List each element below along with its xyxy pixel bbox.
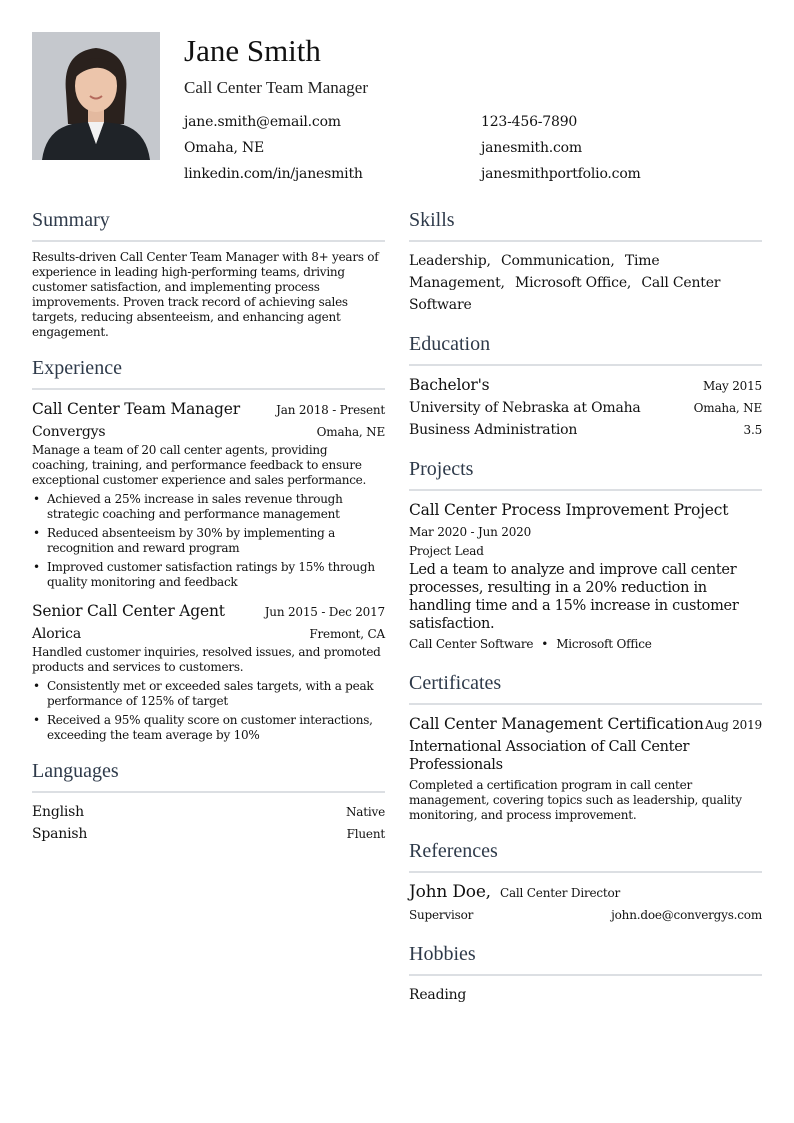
- project-tag: Microsoft Office: [556, 637, 652, 651]
- contact-linkedin[interactable]: linkedin.com/in/janesmith: [184, 166, 363, 182]
- education-section: [409, 332, 762, 441]
- project-tags: [409, 633, 762, 655]
- job-description: Handled customer inquiries, resolved issues, and promoted products and services to customers.: [32, 645, 381, 674]
- reference-title: Call Center Director: [499, 886, 621, 900]
- job-position: Senior Call Center Agent: [32, 602, 225, 620]
- education-heading: Education: [409, 332, 762, 366]
- education-field: Business Administration: [409, 422, 578, 438]
- achievement-item: • Achieved a 25% increase in sales revenue through strategic coaching and performance management: [32, 492, 385, 522]
- avatar-illustration: [32, 32, 160, 160]
- achievement-item: • Reduced absenteeism by 30% by implementing a recognition and reward program: [32, 526, 385, 556]
- job-dates: Jun 2015 - Dec 2017: [264, 605, 385, 619]
- reference-email[interactable]: john.doe@convergys.com: [611, 908, 762, 922]
- education-gpa: 3.5: [743, 423, 762, 437]
- language-name: Spanish: [32, 826, 88, 842]
- languages-heading: Languages: [32, 759, 385, 793]
- summary-heading: Summary: [32, 208, 385, 242]
- job-entry: [32, 398, 385, 590]
- job-achievements: [32, 492, 385, 590]
- job-location: Omaha, NE: [316, 425, 385, 439]
- certificate-name: Call Center Management Certification: [409, 715, 704, 733]
- education-degree: Bachelor's: [409, 376, 490, 394]
- reference-name: John Doe,: [409, 882, 491, 902]
- summary-text: Results-driven Call Center Team Manager with 8+ years of experience in leading high-performing teams, driving customer satisfaction, and implementing process improvements. Proven track record of achieving sales targets, reducing absenteeism, and enhancing agent engagement.: [32, 250, 379, 339]
- skills-list: [409, 250, 762, 316]
- certificates-heading: Certificates: [409, 671, 762, 705]
- language-row: [32, 823, 385, 845]
- contact-phone[interactable]: 123-456-7890: [481, 114, 578, 130]
- job-description: Manage a team of 20 call center agents, providing coaching, training, and performance feedback to ensure exceptional customer experience and sales performance.: [32, 443, 367, 487]
- language-level: Native: [346, 805, 385, 819]
- achievement-item: • Improved customer satisfaction ratings by 15% through quality monitoring and feedback: [32, 560, 385, 590]
- job-position: Call Center Team Manager: [32, 400, 240, 418]
- project-dates: Mar 2020 - Jun 2020: [409, 525, 532, 539]
- language-level: Fluent: [346, 827, 385, 841]
- profile-photo: [32, 32, 160, 160]
- education-date: May 2015: [703, 379, 762, 393]
- hobby-item: Reading: [409, 987, 467, 1003]
- candidate-title: Call Center Team Manager: [184, 78, 369, 97]
- project-tag: Call Center Software: [409, 637, 534, 651]
- job-achievements: [32, 679, 385, 743]
- education-school: University of Nebraska at Omaha: [409, 400, 641, 416]
- right-column: [409, 208, 762, 1022]
- certificate-date: Aug 2019: [705, 718, 762, 732]
- contact-portfolio[interactable]: janesmithportfolio.com: [481, 166, 641, 182]
- hobbies-heading: Hobbies: [409, 942, 762, 976]
- certificate-issuer: International Association of Call Center Professionals: [409, 739, 690, 773]
- references-heading: References: [409, 839, 762, 873]
- hobbies-section: [409, 942, 762, 1006]
- skills-heading: Skills: [409, 208, 762, 242]
- languages-section: [32, 759, 385, 845]
- education-location: Omaha, NE: [693, 401, 762, 415]
- certificate-description: Completed a certification program in call center management, covering topics such as leadership, quality monitoring, and process improvement.: [409, 778, 742, 822]
- achievement-item: • Consistently met or exceeded sales targets, with a peak performance of 125% of target: [32, 679, 385, 709]
- job-entry: [32, 600, 385, 743]
- project-name: Call Center Process Improvement Project: [409, 501, 729, 519]
- projects-heading: Projects: [409, 457, 762, 491]
- tag-separator: •: [541, 637, 549, 651]
- experience-heading: Experience: [32, 356, 385, 390]
- contact-email[interactable]: jane.smith@email.com: [184, 114, 341, 130]
- left-column: [32, 208, 385, 861]
- skill-item: Leadership,: [409, 253, 491, 269]
- certificates-section: [409, 671, 762, 823]
- job-company: Convergys: [32, 424, 106, 440]
- language-name: English: [32, 804, 84, 820]
- job-dates: Jan 2018 - Present: [276, 403, 385, 417]
- achievement-item: • Received a 95% quality score on customer interactions, exceeding the team average by 10%: [32, 713, 385, 743]
- contact-website[interactable]: janesmith.com: [481, 140, 582, 156]
- project-role: Project Lead: [409, 544, 484, 558]
- language-row: [32, 801, 385, 823]
- summary-section: [32, 208, 385, 340]
- projects-section: [409, 457, 762, 655]
- skill-item: Communication,: [501, 253, 615, 269]
- job-location: Fremont, CA: [309, 627, 385, 641]
- skill-item: Time Management,: [409, 253, 660, 291]
- skills-section: [409, 208, 762, 316]
- contact-location: Omaha, NE: [184, 140, 265, 156]
- reference-relation: Supervisor: [409, 908, 474, 922]
- project-description: Led a team to analyze and improve call center processes, resulting in a 20% reduction in handling time and a 15% increase in customer satisfaction.: [409, 562, 739, 632]
- experience-section: [32, 356, 385, 743]
- candidate-name: Jane Smith: [184, 33, 321, 68]
- job-company: Alorica: [32, 626, 81, 642]
- skill-item: Call Center Software: [409, 275, 721, 313]
- references-section: [409, 839, 762, 926]
- skill-item: Microsoft Office,: [515, 275, 632, 291]
